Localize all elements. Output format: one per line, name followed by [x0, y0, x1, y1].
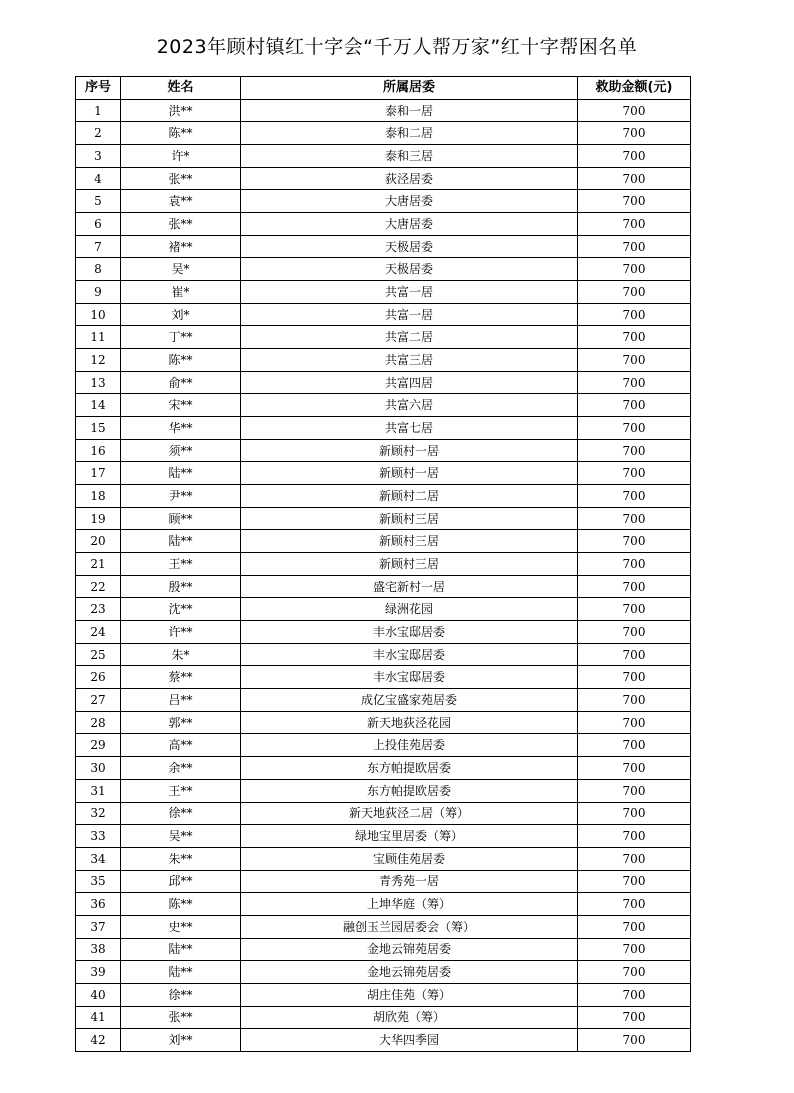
- table-row: [76, 779, 691, 802]
- row-community: 共富一居: [241, 281, 578, 304]
- row-community: 丰水宝邸居委: [241, 643, 578, 666]
- row-amount: 700: [578, 757, 691, 780]
- row-community: 宝顾佳苑居委: [241, 847, 578, 870]
- row-name: 陈**: [121, 893, 241, 916]
- row-community: 东方帕提欧居委: [241, 757, 578, 780]
- row-name: 袁**: [121, 190, 241, 213]
- row-name: 沈**: [121, 598, 241, 621]
- row-community: 泰和一居: [241, 99, 578, 122]
- row-name: 殷**: [121, 575, 241, 598]
- row-community: 胡欣苑（筹）: [241, 1006, 578, 1029]
- row-community: 丰水宝邸居委: [241, 621, 578, 644]
- row-no: 37: [76, 915, 121, 938]
- table-row: [76, 462, 691, 485]
- row-community: 金地云锦苑居委: [241, 961, 578, 984]
- row-name: 邱**: [121, 870, 241, 893]
- row-no: 18: [76, 485, 121, 508]
- table-row: [76, 711, 691, 734]
- row-community: 新顾村二居: [241, 485, 578, 508]
- table-row: [76, 439, 691, 462]
- row-no: 13: [76, 371, 121, 394]
- row-name: 许**: [121, 621, 241, 644]
- row-community: 绿洲花园: [241, 598, 578, 621]
- row-name: 褚**: [121, 235, 241, 258]
- row-no: 33: [76, 825, 121, 848]
- row-community: 新天地荻泾二居（筹）: [241, 802, 578, 825]
- row-amount: 700: [578, 213, 691, 236]
- row-community: 大唐居委: [241, 190, 578, 213]
- row-community: 天极居委: [241, 235, 578, 258]
- row-name: 余**: [121, 757, 241, 780]
- row-amount: 700: [578, 530, 691, 553]
- row-name: 尹**: [121, 485, 241, 508]
- table-row: [76, 870, 691, 893]
- table-header-row: [76, 77, 691, 100]
- row-community: 丰水宝邸居委: [241, 666, 578, 689]
- row-community: 成亿宝盛家苑居委: [241, 689, 578, 712]
- row-name: 朱*: [121, 643, 241, 666]
- row-name: 王**: [121, 553, 241, 576]
- table-row: [76, 417, 691, 440]
- row-no: 12: [76, 349, 121, 372]
- table-row: [76, 893, 691, 916]
- row-no: 22: [76, 575, 121, 598]
- row-amount: 700: [578, 281, 691, 304]
- row-community: 共富四居: [241, 371, 578, 394]
- row-no: 38: [76, 938, 121, 961]
- table-row: [76, 371, 691, 394]
- row-amount: 700: [578, 598, 691, 621]
- table-row: [76, 145, 691, 168]
- row-name: 崔*: [121, 281, 241, 304]
- row-no: 10: [76, 303, 121, 326]
- row-amount: 700: [578, 983, 691, 1006]
- table-row: [76, 847, 691, 870]
- row-amount: 700: [578, 938, 691, 961]
- table-row: [76, 99, 691, 122]
- row-community: 金地云锦苑居委: [241, 938, 578, 961]
- table-row: [76, 122, 691, 145]
- row-amount: 700: [578, 847, 691, 870]
- row-community: 东方帕提欧居委: [241, 779, 578, 802]
- row-no: 29: [76, 734, 121, 757]
- row-community: 绿地宝里居委（筹）: [241, 825, 578, 848]
- table-row: [76, 190, 691, 213]
- row-name: 徐**: [121, 802, 241, 825]
- row-no: 25: [76, 643, 121, 666]
- row-no: 39: [76, 961, 121, 984]
- row-name: 郭**: [121, 711, 241, 734]
- row-name: 宋**: [121, 394, 241, 417]
- row-name: 须**: [121, 439, 241, 462]
- row-amount: 700: [578, 326, 691, 349]
- row-no: 42: [76, 1029, 121, 1052]
- row-no: 41: [76, 1006, 121, 1029]
- row-amount: 700: [578, 371, 691, 394]
- table-row: [76, 1029, 691, 1052]
- table-row: [76, 689, 691, 712]
- row-community: 荻泾居委: [241, 167, 578, 190]
- table-row: [76, 643, 691, 666]
- table-row: [76, 983, 691, 1006]
- row-name: 张**: [121, 1006, 241, 1029]
- row-amount: 700: [578, 439, 691, 462]
- row-no: 6: [76, 213, 121, 236]
- table-row: [76, 394, 691, 417]
- row-no: 30: [76, 757, 121, 780]
- row-name: 陆**: [121, 462, 241, 485]
- row-no: 27: [76, 689, 121, 712]
- row-no: 19: [76, 507, 121, 530]
- row-no: 23: [76, 598, 121, 621]
- row-no: 2: [76, 122, 121, 145]
- row-no: 11: [76, 326, 121, 349]
- row-amount: 700: [578, 711, 691, 734]
- row-no: 8: [76, 258, 121, 281]
- row-name: 刘**: [121, 1029, 241, 1052]
- table-row: [76, 349, 691, 372]
- row-name: 许*: [121, 145, 241, 168]
- row-community: 共富一居: [241, 303, 578, 326]
- row-community: 共富二居: [241, 326, 578, 349]
- row-no: 7: [76, 235, 121, 258]
- row-amount: 700: [578, 99, 691, 122]
- row-amount: 700: [578, 190, 691, 213]
- row-amount: 700: [578, 870, 691, 893]
- row-amount: 700: [578, 485, 691, 508]
- row-amount: 700: [578, 689, 691, 712]
- table-row: [76, 938, 691, 961]
- row-no: 4: [76, 167, 121, 190]
- aid-roster-table: [75, 76, 691, 1052]
- row-name: 史**: [121, 915, 241, 938]
- table-row: [76, 598, 691, 621]
- row-community: 胡庄佳苑（筹）: [241, 983, 578, 1006]
- table-row: [76, 961, 691, 984]
- header-no: 序号: [76, 77, 121, 100]
- row-name: 高**: [121, 734, 241, 757]
- row-community: 泰和二居: [241, 122, 578, 145]
- row-no: 35: [76, 870, 121, 893]
- row-amount: 700: [578, 122, 691, 145]
- table-row: [76, 303, 691, 326]
- row-amount: 700: [578, 235, 691, 258]
- table-row: [76, 757, 691, 780]
- table-row: [76, 666, 691, 689]
- table-row: [76, 213, 691, 236]
- table-row: [76, 258, 691, 281]
- row-community: 新顾村三居: [241, 553, 578, 576]
- table-row: [76, 621, 691, 644]
- row-community: 共富六居: [241, 394, 578, 417]
- table-row: [76, 575, 691, 598]
- row-amount: 700: [578, 893, 691, 916]
- header-name: 姓名: [121, 77, 241, 100]
- table-row: [76, 167, 691, 190]
- row-name: 洪**: [121, 99, 241, 122]
- row-name: 俞**: [121, 371, 241, 394]
- row-name: 吴**: [121, 825, 241, 848]
- row-name: 吕**: [121, 689, 241, 712]
- header-amount: 救助金额(元): [578, 77, 691, 100]
- table-row: [76, 485, 691, 508]
- row-amount: 700: [578, 258, 691, 281]
- page-title: 2023年顾村镇红十字会“千万人帮万家”红十字帮困名单: [156, 36, 638, 58]
- header-community: 所属居委: [241, 77, 578, 100]
- row-no: 21: [76, 553, 121, 576]
- row-amount: 700: [578, 507, 691, 530]
- table-row: [76, 507, 691, 530]
- row-no: 17: [76, 462, 121, 485]
- row-name: 王**: [121, 779, 241, 802]
- row-no: 9: [76, 281, 121, 304]
- row-amount: 700: [578, 643, 691, 666]
- row-amount: 700: [578, 575, 691, 598]
- row-amount: 700: [578, 734, 691, 757]
- row-community: 新顾村三居: [241, 507, 578, 530]
- row-community: 新顾村一居: [241, 462, 578, 485]
- row-no: 3: [76, 145, 121, 168]
- row-name: 陆**: [121, 938, 241, 961]
- row-amount: 700: [578, 349, 691, 372]
- row-amount: 700: [578, 666, 691, 689]
- row-no: 32: [76, 802, 121, 825]
- row-name: 蔡**: [121, 666, 241, 689]
- row-name: 华**: [121, 417, 241, 440]
- row-community: 大华四季园: [241, 1029, 578, 1052]
- row-amount: 700: [578, 1029, 691, 1052]
- row-name: 徐**: [121, 983, 241, 1006]
- row-name: 吴*: [121, 258, 241, 281]
- row-amount: 700: [578, 915, 691, 938]
- row-name: 陈**: [121, 122, 241, 145]
- table-row: [76, 281, 691, 304]
- row-amount: 700: [578, 462, 691, 485]
- row-no: 24: [76, 621, 121, 644]
- row-amount: 700: [578, 621, 691, 644]
- row-no: 34: [76, 847, 121, 870]
- row-community: 新顾村三居: [241, 530, 578, 553]
- row-name: 张**: [121, 167, 241, 190]
- row-community: 新天地荻泾花园: [241, 711, 578, 734]
- row-amount: 700: [578, 961, 691, 984]
- row-community: 青秀苑一居: [241, 870, 578, 893]
- row-community: 上投佳苑居委: [241, 734, 578, 757]
- row-community: 共富三居: [241, 349, 578, 372]
- row-name: 顾**: [121, 507, 241, 530]
- row-name: 朱**: [121, 847, 241, 870]
- table-row: [76, 1006, 691, 1029]
- row-amount: 700: [578, 394, 691, 417]
- row-amount: 700: [578, 1006, 691, 1029]
- table-row: [76, 802, 691, 825]
- table-row: [76, 326, 691, 349]
- row-amount: 700: [578, 553, 691, 576]
- row-no: 36: [76, 893, 121, 916]
- row-no: 28: [76, 711, 121, 734]
- row-no: 5: [76, 190, 121, 213]
- row-amount: 700: [578, 802, 691, 825]
- row-amount: 700: [578, 167, 691, 190]
- row-amount: 700: [578, 303, 691, 326]
- row-no: 40: [76, 983, 121, 1006]
- table-row: [76, 915, 691, 938]
- row-name: 张**: [121, 213, 241, 236]
- row-name: 刘*: [121, 303, 241, 326]
- row-amount: 700: [578, 417, 691, 440]
- row-name: 陆**: [121, 530, 241, 553]
- row-amount: 700: [578, 145, 691, 168]
- row-community: 上坤华庭（筹）: [241, 893, 578, 916]
- row-community: 盛宅新村一居: [241, 575, 578, 598]
- table-row: [76, 530, 691, 553]
- table-body: [76, 99, 691, 1051]
- row-no: 26: [76, 666, 121, 689]
- row-no: 14: [76, 394, 121, 417]
- row-no: 15: [76, 417, 121, 440]
- row-community: 共富七居: [241, 417, 578, 440]
- row-no: 31: [76, 779, 121, 802]
- table-row: [76, 825, 691, 848]
- row-amount: 700: [578, 779, 691, 802]
- row-no: 16: [76, 439, 121, 462]
- row-community: 泰和三居: [241, 145, 578, 168]
- row-community: 新顾村一居: [241, 439, 578, 462]
- row-name: 陈**: [121, 349, 241, 372]
- row-no: 1: [76, 99, 121, 122]
- row-community: 大唐居委: [241, 213, 578, 236]
- row-amount: 700: [578, 825, 691, 848]
- row-name: 陆**: [121, 961, 241, 984]
- row-community: 天极居委: [241, 258, 578, 281]
- table-row: [76, 235, 691, 258]
- row-no: 20: [76, 530, 121, 553]
- row-name: 丁**: [121, 326, 241, 349]
- table-row: [76, 553, 691, 576]
- table-row: [76, 734, 691, 757]
- row-community: 融创玉兰园居委会（筹）: [241, 915, 578, 938]
